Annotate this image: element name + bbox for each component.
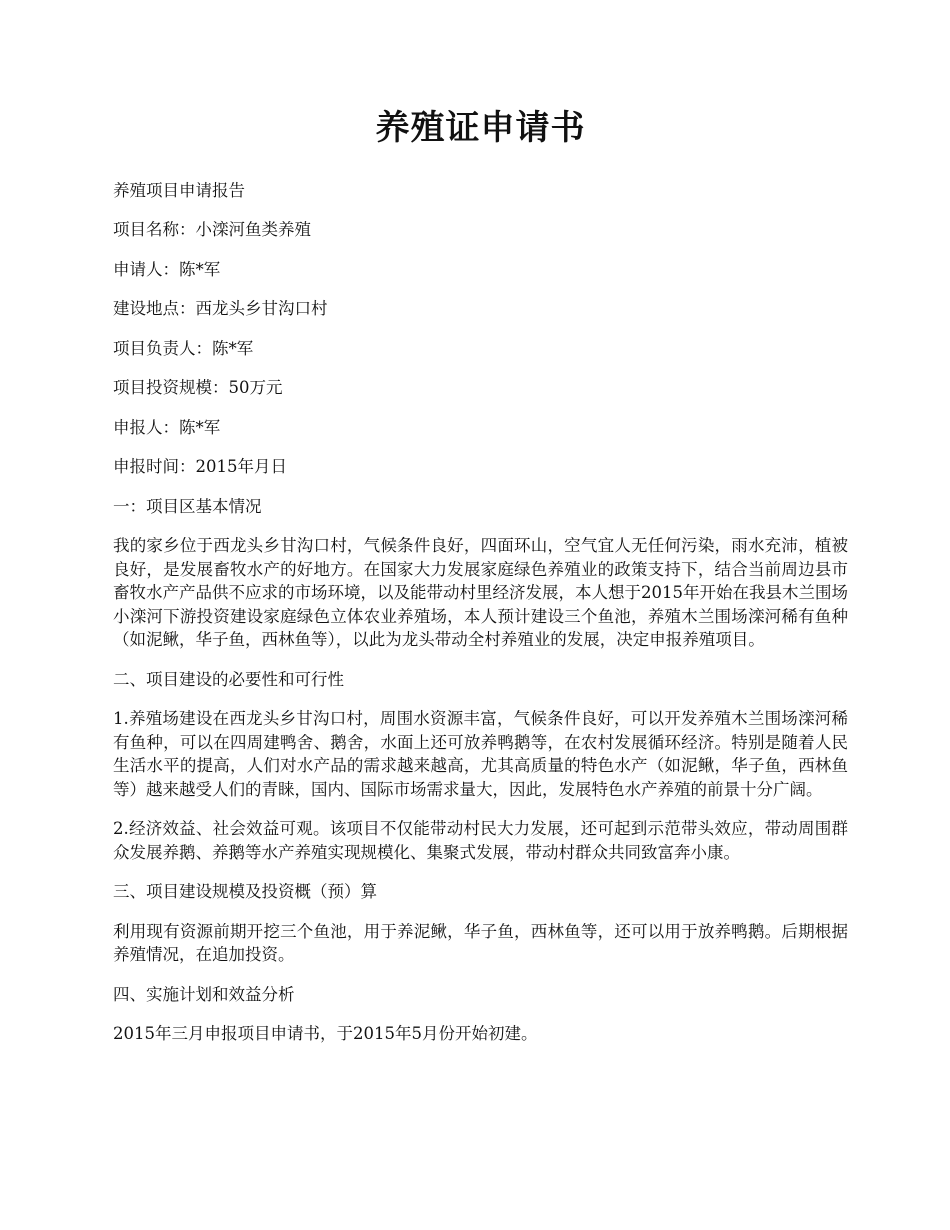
document-title: 养殖证申请书	[375, 108, 586, 148]
project-name-line: 项目名称：小滦河鱼类养殖	[113, 220, 311, 240]
report-heading: 养殖项目申请报告	[113, 180, 245, 200]
section-3-body: 利用现有资源前期开挖三个鱼池，用于养泥鳅，华子鱼，西林鱼等，还可以用于放养鸭鹅。后期根据养殖情况，在追加投资。	[113, 921, 848, 965]
section-heading-2: 二、项目建设的必要性和可行性	[113, 669, 344, 689]
declarant-line: 申报人：陈*军	[113, 417, 221, 437]
document-page	[113, 108, 848, 1062]
section-2-item-2: 2.经济效益、社会效益可观。该项目不仅能带动村民大力发展，还可起到示范带头效应，带动周围群众发展养鹅、养鹅等水产养殖实现规模化、集聚式发展，带动村群众共同致富奔小康。	[113, 819, 848, 862]
investment-scale-line: 项目投资规模：50万元	[113, 378, 283, 398]
section-heading-1: 一：项目区基本情况	[113, 496, 262, 516]
location-line: 建设地点：西龙头乡甘沟口村	[113, 299, 328, 319]
section-heading-3: 三、项目建设规模及投资概（预）算	[113, 882, 377, 902]
section-2-item-1: 1.养殖场建设在西龙头乡甘沟口村，周围水资源丰富，气候条件良好，可以开发养殖木兰围场滦河稀有鱼种，可以在四周建鸭舍、鹅舍，水面上还可放养鸭鹅等，在农村发展循环经济。特别是随着人民生活水平的提高，人们对水产品的需求越来越高，尤其高质量的特色水产（如泥鳅，华子鱼，西林鱼等）越来越受人们的青睐，国内、国际市场需求量大，因此，发展特色水产养殖的前景十分广阔。	[113, 709, 848, 799]
applicant-line: 申请人：陈*军	[113, 259, 221, 279]
project-lead-line: 项目负责人：陈*军	[113, 338, 254, 358]
declaration-date-line: 申报时间：2015年月日	[113, 457, 287, 477]
section-heading-4: 四、实施计划和效益分析	[113, 984, 295, 1004]
section-1-body: 我的家乡位于西龙头乡甘沟口村，气候条件良好，四面环山，空气宜人无任何污染，雨水充沛，植被良好，是发展畜牧水产的好地方。在国家大力发展家庭绿色养殖业的政策支持下，结合当前周边县市畜牧水产产品供不应求的市场环境，以及能带动村里经济发展，本人想于2015年开始在我县木兰围场小滦河下游投资建设家庭绿色立体农业养殖场，本人预计建设三个鱼池，养殖木兰围场滦河稀有鱼种（如泥鳅，华子鱼，西林鱼等），以此为龙头带动全村养殖业的发展，决定申报养殖项目。	[113, 536, 848, 650]
section-4-body: 2015年三月申报项目申请书，于2015年5月份开始初建。	[113, 1024, 538, 1044]
